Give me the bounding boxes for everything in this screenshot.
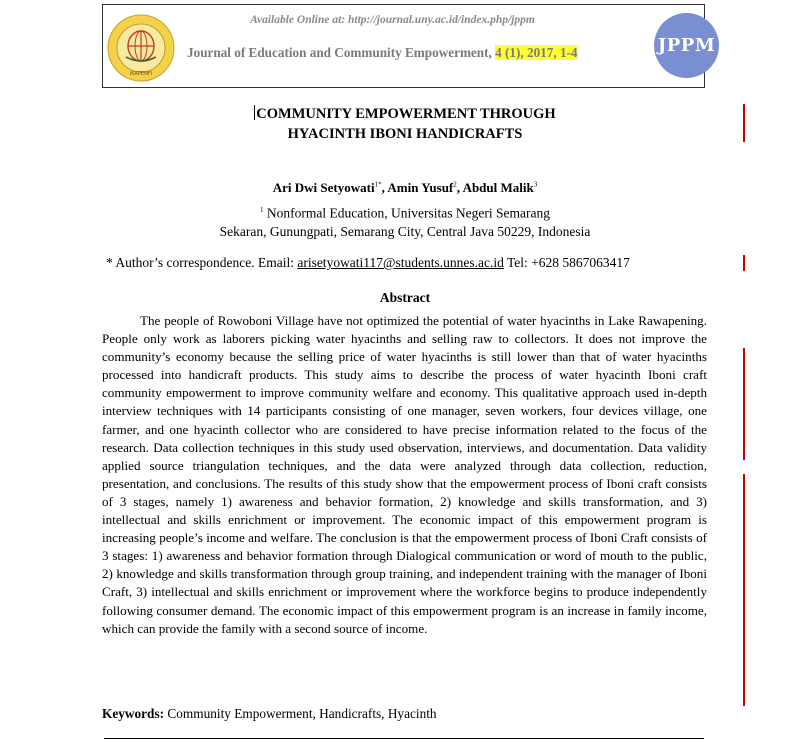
affil-sup: 1 [260, 206, 264, 214]
jppm-logo: JPPM [654, 13, 719, 78]
title-line-1: COMMUNITY EMPOWERMENT THROUGH [256, 106, 556, 122]
revision-mark [743, 348, 745, 460]
keywords-label: Keywords: [102, 706, 165, 721]
affil-line-1: Nonformal Education, Universitas Negeri Semarang [266, 205, 550, 221]
keywords-line [102, 706, 437, 722]
authors-line: Ari Dwi Setyowati$^{1*}$, Amin Yusuf$^2$, Abdul Malik$^3$ [272, 180, 538, 195]
bottom-divider [104, 738, 704, 739]
title-line-2: HYACINTH IBONI HANDICRAFTS [287, 126, 523, 142]
abstract-body: The people of Rowoboni Village have not optimized the potential of water hyacinths in Lake Rawapening. People only work as laborers picking water hyacinths and selling raw to collectors. It does not improve the community’s economy because the selling price of water hyacinths is still lower than that of water hyacinths processed into handicraft products. This study aims to describe the process of water hyacinth Iboni craft community empowerment to improve community welfare and economy. This qualitative approach used in-depth interview techniques with 14 participants consisting of one manager, seven workers, four devices village, one farmer, and one hyacinth collector who are considered to have precise information related to the focus of the research. Data collection techniques in this study used observation, interviews, and documentation. Data validity applied source triangulation techniques, and the data were analyzed through data collection, reduction, presentation, and conclusions. The results of this study show that the empowerment process of Iboni craft consists of 3 stages, namely 1) awareness and behavior formation, 2) knowledge and skills transformation, and 3) intellectual and skills enrichment or improvement. The economic impact of this empowerment program is increasing people’s income and welfare. The conclusion is that the empowerment process of Iboni Craft consists of 3 stages: 1) awareness and behavior formation through Dialogical communication or word of mouth to the public, 2) knowledge and skills transformation through group training, and independent training with the manager of Iboni Craft, 3) intellectual and skills enrichment or improvement where the workforce begins to produce independently following consumer demand. The economic impact of this empowerment program is an increase in family income, which can provide the family with a second source of income. [102, 313, 707, 636]
revision-mark [743, 474, 745, 706]
author-3-sup: 3 [533, 180, 538, 189]
affil-line-2: Sekaran, Gunungpati, Semarang City, Central Java 50229, Indonesia [219, 223, 591, 239]
author-2-sup: 2 [453, 180, 457, 189]
journal-name: Journal of Education and Community Empowerment, [187, 45, 496, 60]
corresp-email-link[interactable]: arisetyowati117@students.unnes.ac.id [297, 255, 504, 270]
affiliation [0, 201, 785, 241]
abstract-heading: Abstract [379, 290, 431, 305]
available-online-line: Available Online at: http://journal.uny.ac.id/index.php/jppm [250, 14, 535, 26]
journal-citation [187, 45, 578, 61]
correspondence-line [106, 255, 630, 271]
revision-mark [743, 104, 745, 142]
author-1: Ari Dwi Setyowati [272, 180, 375, 195]
journal-issue-highlight: 4 (1), 2017, 1-4 [495, 45, 578, 60]
logo-caption: IKAPENFI [129, 71, 153, 77]
keywords-value: Community Empowerment, Handicrafts, Hyacinth [164, 706, 437, 721]
corresp-tel: Tel: +628 5867063417 [503, 255, 630, 270]
author-3: Abdul Malik [462, 180, 534, 195]
author-2: Amin Yusuf [387, 180, 454, 195]
author-1-sup: 1* [374, 180, 382, 189]
corresp-prefix: * Author’s correspondence. Email: [106, 255, 298, 270]
paper-title [0, 104, 785, 144]
revision-mark [743, 255, 745, 271]
